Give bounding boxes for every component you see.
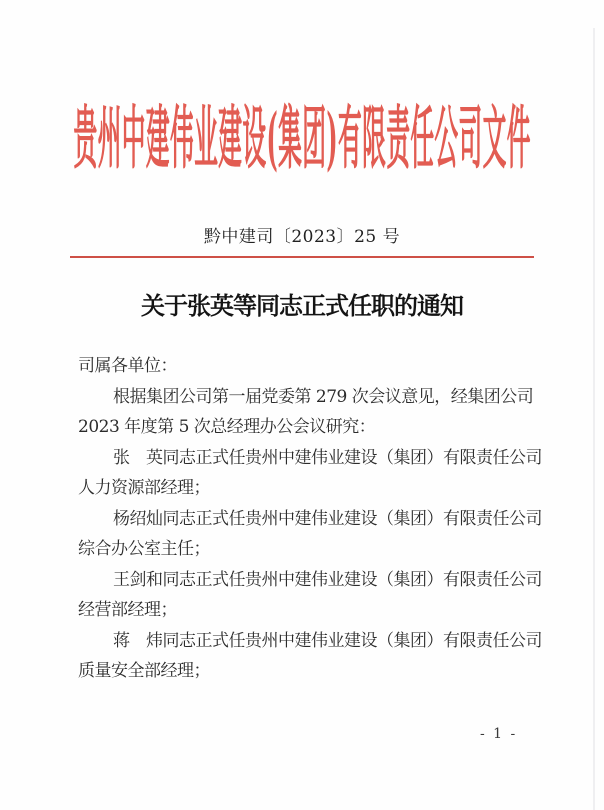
body-line: 经营部经理； [78,600,177,620]
body-line: 杨绍灿同志正式任贵州中建伟业建设（集团）有限责任公司 [113,508,542,529]
body-text [78,351,540,687]
body-line: 王剑和同志正式任贵州中建伟业建设（集团）有限责任公司 [113,569,542,590]
body-line: 质量安全部经理； [78,661,210,681]
body-line: 蒋 炜同志正式任贵州中建伟业建设（集团）有限责任公司 [113,630,542,651]
document-number: 黔中建司〔2023〕25 号 [203,227,401,247]
body-line: 人力资源部经理； [78,478,210,498]
red-separator-line [70,256,534,258]
body-line: 张 英同志正式任贵州中建伟业建设（集团）有限责任公司 [113,447,542,468]
document-title: 关于张英等同志正式任职的通知 [141,291,463,320]
body-line: 综合办公室主任； [78,539,210,559]
company-masthead-title: 贵州中建伟业建设(集团)有限责任公司文件 [73,97,531,179]
page-number: - 1 - [480,726,518,742]
body-line: 根据集团公司第一届党委第 279 次会议意见，经集团公司 [113,386,534,407]
body-line: 司属各单位： [78,356,177,376]
document-masthead [0,97,604,179]
body-line: 2023 年度第 5 次总经理办公会议研究： [78,417,376,437]
